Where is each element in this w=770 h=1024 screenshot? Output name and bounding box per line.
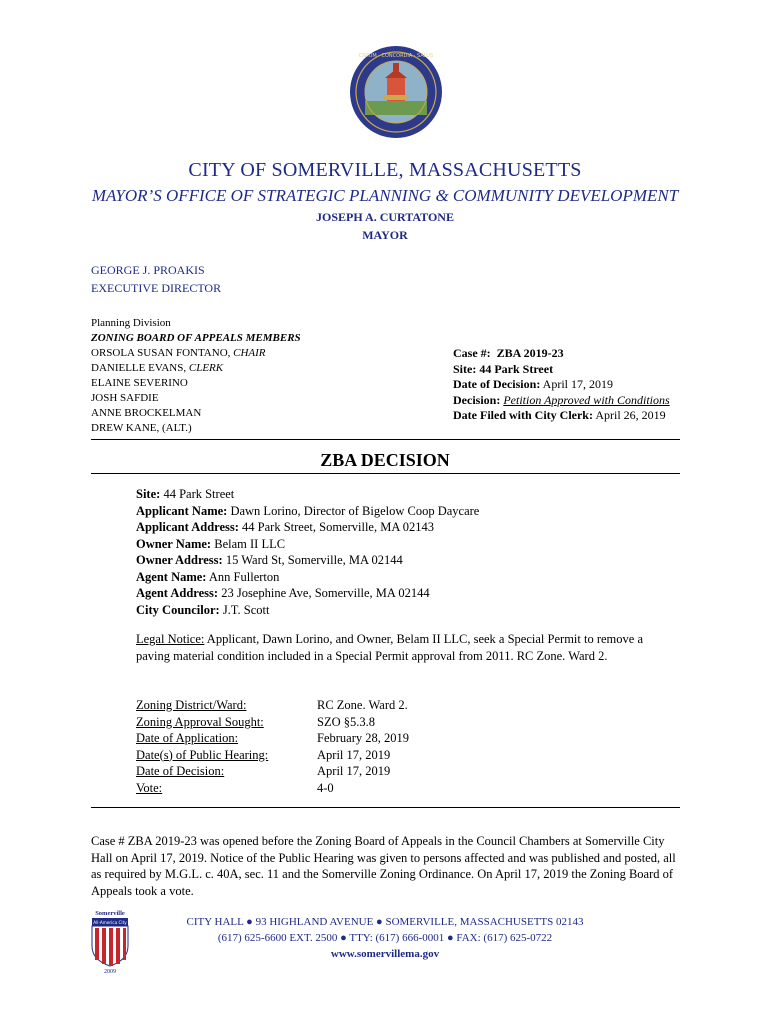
seal-ring-text: CIVIUM · CONCORDIA · SALUS <box>358 53 434 59</box>
zoning-values <box>317 697 409 796</box>
legal-notice <box>136 631 676 664</box>
zoning-value: April 17, 2019 <box>317 764 391 778</box>
zoning-label: Zoning District/Ward: <box>136 698 247 712</box>
fact-row: Owner Name: Belam II LLC <box>136 536 286 551</box>
footer-contact <box>150 914 620 962</box>
footer-phones: (617) 625-6600 EXT. 2500 ● TTY: (617) 666-0001 ● FAX: (617) 625-0722 <box>217 932 553 944</box>
date-filed-line: Date Filed with City Clerk: April 26, 2019 <box>453 408 666 422</box>
board-member: ANNE BROCKELMAN <box>91 407 202 419</box>
footer-address: CITY HALL ● 93 HIGHLAND AVENUE ● SOMERVILLE, MASSACHUSETTS 02143 <box>186 916 584 928</box>
case-number-line: Case #: ZBA 2019-23 <box>453 346 564 360</box>
svg-text:Somerville: Somerville <box>95 910 125 917</box>
divider <box>91 473 680 474</box>
fact-row: Agent Address: 23 Josephine Ave, Somerville, MA 02144 <box>136 586 430 600</box>
mayors-office-title: MAYOR’S OFFICE OF STRATEGIC PLANNING & COMMUNITY DEVELOPMENT <box>91 186 679 205</box>
zoning-label: Zoning Approval Sought: <box>136 714 264 729</box>
zoning-value: February 28, 2019 <box>317 731 409 745</box>
zoning-value: RC Zone. Ward 2. <box>317 698 408 712</box>
zoning-labels <box>136 697 268 796</box>
body-paragraph: Case # ZBA 2019-23 was opened before the Zoning Board of Appeals in the Council Chambers at Somerville City Hall on April 17, 2019. Notice of the Public Hearing was given to persons affected and was published and posted, all as required by M.G.L. c. 40A, sec. 11 and the Somerville Zoning Ordinance. On April 17, 2019 the Zoning Board of Appeals took a vote. <box>91 834 676 898</box>
board-member: DREW KANE, (ALT.) <box>91 422 192 434</box>
board-member: ORSOLA SUSAN FONTANO, CHAIR <box>91 347 266 359</box>
zoning-label: Date(s) of Public Hearing: <box>136 747 269 762</box>
planning-division-label: Planning Division <box>91 317 171 329</box>
fact-row: Agent Name: Ann Fullerton <box>136 569 280 584</box>
fact-row: City Councilor: J.T. Scott <box>136 602 270 617</box>
board-heading: ZONING BOARD OF APPEALS MEMBERS <box>91 332 301 344</box>
board-members-block <box>91 316 301 436</box>
footer-website-link[interactable]: www.somervillema.gov <box>330 948 440 960</box>
zoning-value: SZO §5.3.8 <box>317 714 375 729</box>
city-title: CITY OF SOMERVILLE, MASSACHUSETTS <box>188 159 582 181</box>
fact-row: Site: 44 Park Street <box>136 487 235 501</box>
decision-title: ZBA DECISION <box>320 450 450 470</box>
board-member: JOSH SAFDIE <box>91 392 159 404</box>
zoning-label: Date of Decision: <box>136 764 225 778</box>
zoning-label: Vote: <box>136 780 163 795</box>
mayor-title: MAYOR <box>362 228 408 242</box>
board-member: DANIELLE EVANS, CLERK <box>91 362 224 374</box>
fact-row: Owner Address: 15 Ward St, Somerville, MA 02144 <box>136 553 403 567</box>
zoning-value: April 17, 2019 <box>317 747 391 762</box>
mayor-name: JOSEPH A. CURTATONE <box>316 210 454 224</box>
case-info-block <box>453 346 670 424</box>
case-site-line: Site: 44 Park Street <box>453 361 554 376</box>
city-seal-icon <box>349 45 443 139</box>
fact-row: Applicant Name: Dawn Lorino, Director of Bigelow Coop Daycare <box>136 503 480 518</box>
divider <box>91 807 680 808</box>
executive-director-title: EXECUTIVE DIRECTOR <box>91 281 222 295</box>
svg-text:All-America City: All-America City <box>93 920 127 925</box>
divider <box>91 439 680 440</box>
executive-director-name: GEORGE J. PROAKIS <box>91 263 205 277</box>
svg-text:2009: 2009 <box>104 969 116 974</box>
legal-notice-text: Applicant, Dawn Lorino, and Owner, Belam II LLC, seek a Special Permit to remove a paving material condition included in a Special Permit approval from 2011. RC Zone. Ward 2. <box>136 632 643 663</box>
fact-row: Applicant Address: 44 Park Street, Somerville, MA 02143 <box>136 520 435 534</box>
date-of-decision-line: Date of Decision: April 17, 2019 <box>453 377 613 391</box>
decision-line: Decision: Petition Approved with Conditions <box>453 392 670 407</box>
case-facts <box>136 486 479 618</box>
zoning-label: Date of Application: <box>136 731 239 745</box>
board-member: ELAINE SEVERINO <box>91 377 188 389</box>
legal-notice-label: Legal Notice: <box>136 632 205 646</box>
all-america-city-logo-icon <box>86 908 134 974</box>
zoning-value: 4-0 <box>317 780 334 795</box>
